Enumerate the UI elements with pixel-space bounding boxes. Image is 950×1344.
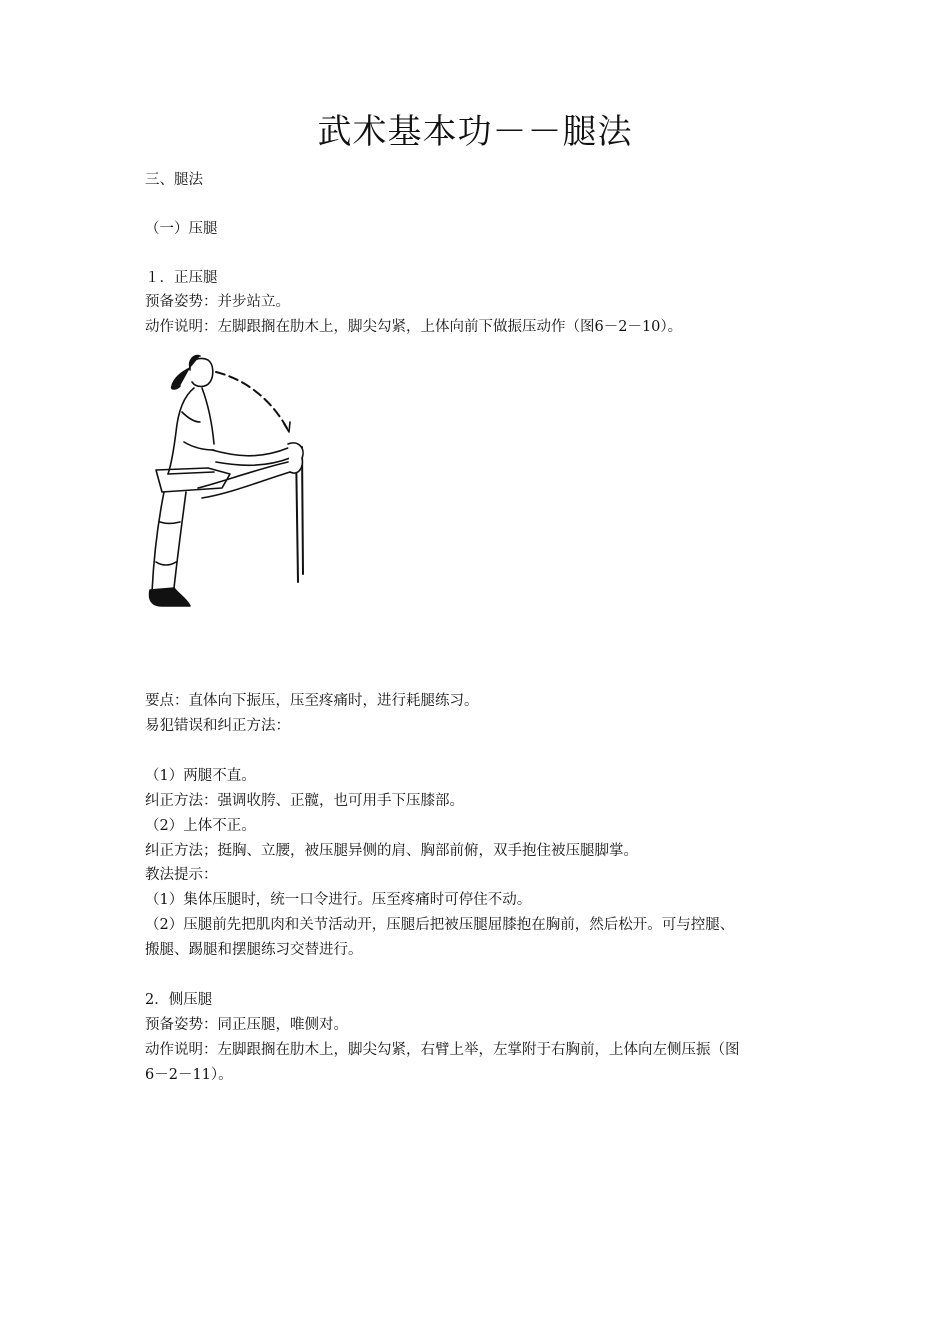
item1-action: 动作说明：左脚跟搁在肋木上，脚尖勾紧，上体向前下做振压动作（图6－2－10）。	[145, 319, 683, 335]
item1-fix2: 纠正方法；挺胸、立腰，被压腿异侧的肩、胸部前俯，双手抱住被压腿脚掌。	[145, 843, 638, 859]
item2-action-line1: 动作说明：左脚跟搁在肋木上，脚尖勾紧，右臂上举，左掌附于右胸前，上体向左侧压振（图	[145, 1042, 740, 1058]
page-title: 武术基本功－－腿法	[317, 112, 633, 152]
item1-heading: １．正压腿	[145, 270, 218, 286]
item1-teaching-title: 教法提示：	[145, 867, 218, 883]
subsection-heading: （一）压腿	[145, 221, 218, 237]
item1-key-points: 要点：直体向下振压，压至疼痛时，进行耗腿练习。	[145, 693, 479, 709]
item2-prep: 预备姿势：同正压腿，唯侧对。	[145, 1017, 348, 1033]
section-heading: 三、腿法	[145, 172, 203, 188]
item2-action-line2: 6－2－11）。	[145, 1067, 233, 1083]
item1-prep: 预备姿势：并步站立。	[145, 294, 290, 310]
leg-press-illustration	[138, 352, 313, 617]
item1-error1: （1）两腿不直。	[145, 768, 256, 784]
item1-tip2-line1: （2）压腿前先把肌肉和关节活动开，压腿后把被压腿屈膝抱在胸前，然后松开。可与控腿、	[145, 917, 735, 933]
item1-tip2-line2: 搬腿、踢腿和摆腿练习交替进行。	[145, 942, 363, 958]
item1-tip1: （1）集体压腿时，统一口令进行。压至疼痛时可停住不动。	[145, 892, 532, 908]
item1-fix1: 纠正方法：强调收胯、正髋，也可用手下压膝部。	[145, 793, 464, 809]
item2-heading: 2．侧压腿	[145, 992, 213, 1008]
item1-errors-title: 易犯错误和纠正方法：	[145, 718, 290, 734]
item1-error2: （2）上体不正。	[145, 818, 256, 834]
